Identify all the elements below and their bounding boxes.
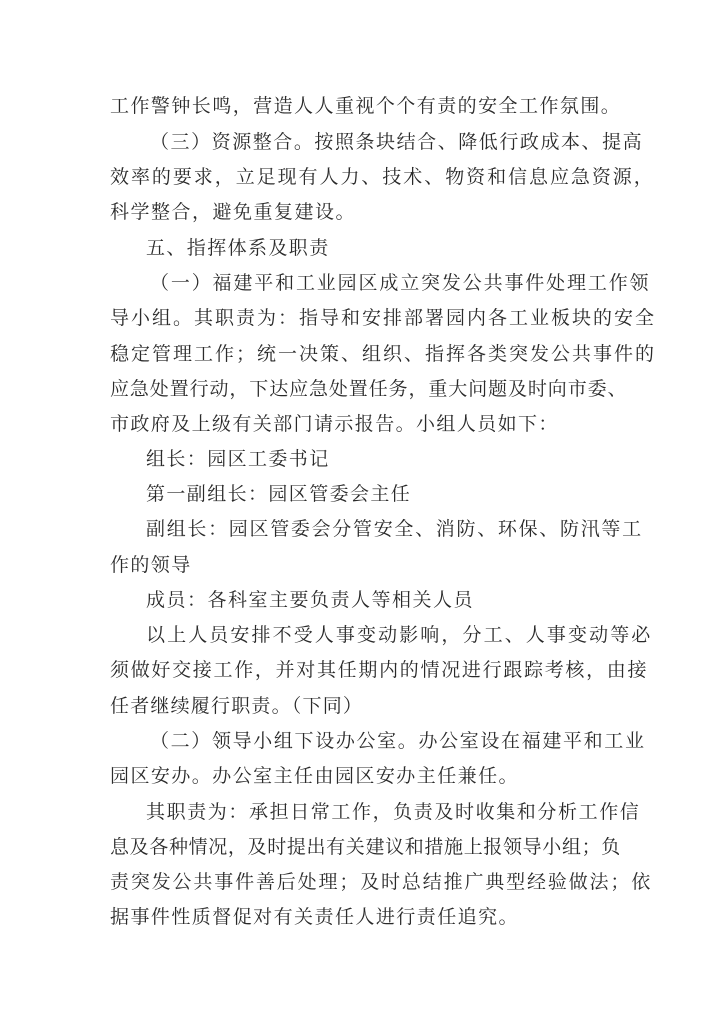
paragraph-line: 以上人员安排不受人事变动影响，分工、人事变动等必: [146, 624, 653, 646]
paragraph-line: 息及各种情况，及时提出有关建议和措施上报领导小组；负: [110, 836, 621, 858]
paragraph-line: 工作警钟长鸣，营造人人重视个个有责的安全工作氛围。: [110, 95, 622, 117]
section-office: （二）领导小组下设办公室。办公室设在福建平和工业: [150, 730, 646, 752]
paragraph-line: 须做好交接工作，并对其任期内的情况进行跟踪考核，由接: [110, 659, 649, 681]
section-leadership-group: （一）福建平和工业园区成立突发公共事件处理工作领: [150, 272, 651, 294]
deputy-leader-line: 副组长：园区管委会分管安全、消防、环保、防汛等工: [146, 518, 643, 540]
section-heading-command-system: 五、指挥体系及职责: [146, 237, 330, 259]
group-leader-line: 组长：园区工委书记: [146, 448, 330, 470]
members-line: 成员：各科室主要负责人等相关人员: [146, 589, 475, 611]
paragraph-line: 据事件性质督促对有关责任人进行责任追究。: [110, 906, 520, 928]
paragraph-line: 应急处置行动，下达应急处置任务，重大问题及时向市委、: [110, 378, 628, 400]
first-deputy-leader-line: 第一副组长：园区管委会主任: [146, 483, 412, 505]
section-resource-integration: （三）资源整合。按照条块结合、降低行政成本、提高: [150, 131, 644, 153]
paragraph-line: 其职责为：承担日常工作，负责及时收集和分析工作信: [146, 801, 641, 823]
paragraph-line: 作的领导: [110, 554, 192, 576]
paragraph-line: 稳定管理工作；统一决策、组织、指挥各类突发公共事件的: [110, 343, 657, 365]
paragraph-line: 科学整合，避免重复建设。: [110, 201, 357, 223]
paragraph-line: 效率的要求，立足现有人力、技术、物资和信息应急资源，: [110, 166, 655, 188]
paragraph-line: 市政府及上级有关部门请示报告。小组人员如下：: [110, 413, 559, 435]
paragraph-line: 导小组。其职责为：指导和安排部署园内各工业板块的安全: [110, 307, 657, 329]
paragraph-line: 责突发公共事件善后处理；及时总结推广典型经验做法；依: [110, 871, 653, 893]
paragraph-line: 任者继续履行职责。（下同）: [110, 695, 364, 717]
paragraph-line: 园区安办。办公室主任由园区安办主任兼任。: [110, 765, 520, 787]
